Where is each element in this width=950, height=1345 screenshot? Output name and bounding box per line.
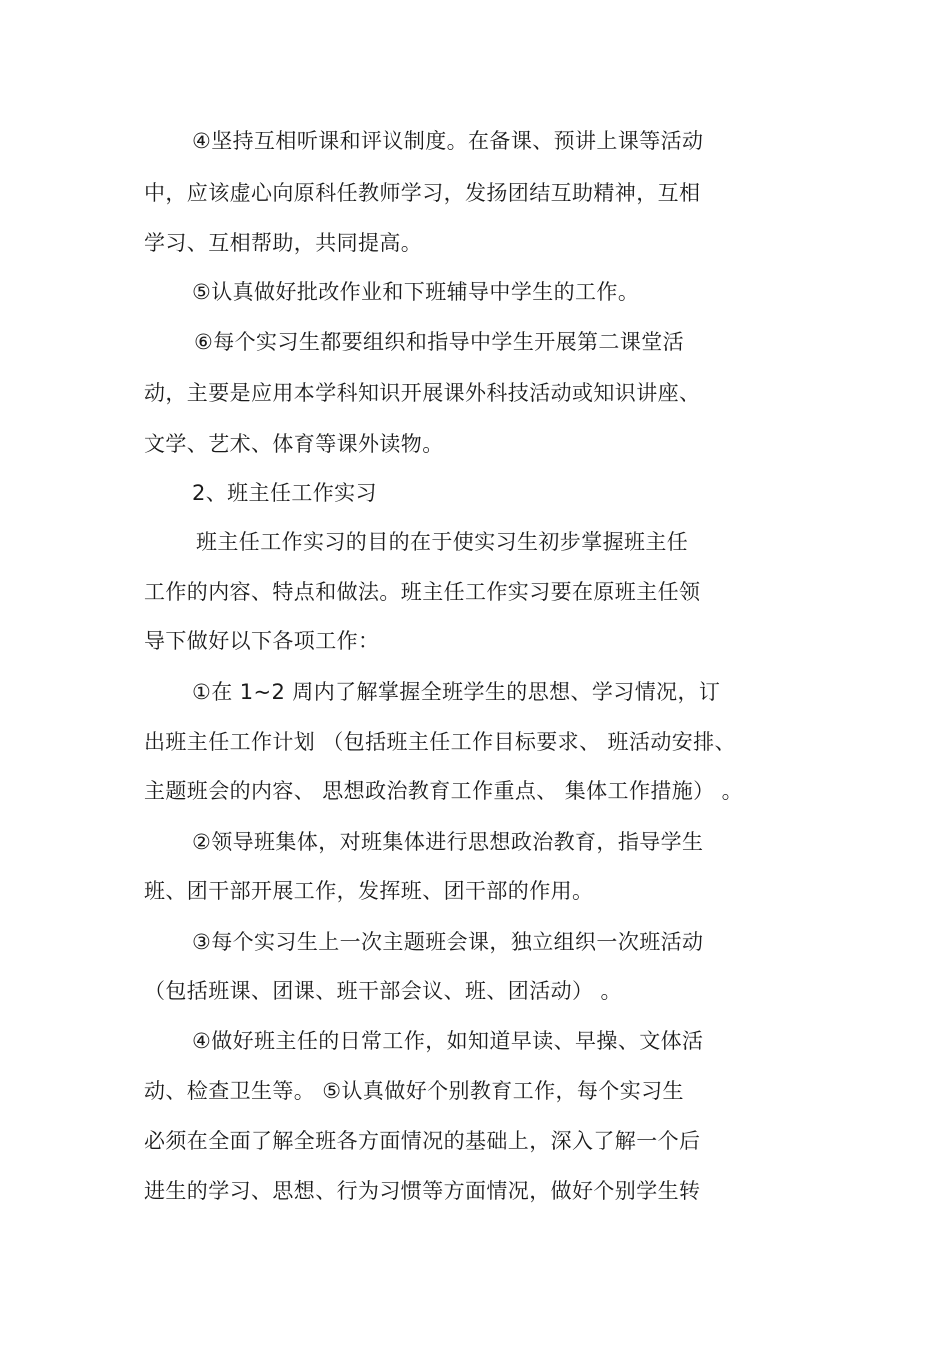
text-line: ⑤认真做好批改作业和下班辅导中学生的工作。 (192, 280, 640, 304)
text-line: 工作的内容、特点和做法。班主任工作实习要在原班主任领 (144, 580, 701, 604)
text-line: 必须在全面了解全班各方面情况的基础上，深入了解一个后 (144, 1129, 701, 1153)
text-line: ①在 1~2 周内了解掌握全班学生的思想、学习情况，订 (192, 680, 721, 704)
section-heading: 2、班主任工作实习 (192, 481, 377, 505)
text-line: （包括班课、团课、班干部会议、班、团活动） 。 (144, 979, 622, 1003)
text-line: 出班主任工作计划 （包括班主任工作目标要求、 班活动安排、 (144, 730, 736, 754)
text-line: 学习、互相帮助，共同提高。 (144, 231, 423, 255)
text-line: 动、检查卫生等。 ⑤认真做好个别教育工作，每个实习生 (144, 1079, 684, 1103)
text-line: 中，应该虚心向原科任教师学习，发扬团结互助精神，互相 (144, 181, 701, 205)
text-line: 班主任工作实习的目的在于使实习生初步掌握班主任 (196, 530, 689, 554)
text-line: ④做好班主任的日常工作，如知道早读、早操、文体活 (192, 1029, 704, 1053)
text-line: 导下做好以下各项工作： (144, 629, 380, 653)
text-line: ②领导班集体，对班集体进行思想政治教育，指导学生 (192, 830, 704, 854)
text-line: ④坚持互相听课和评议制度。在备课、预讲上课等活动 (192, 129, 704, 153)
text-line: ③每个实习生上一次主题班会课，独立组织一次班活动 (192, 930, 704, 954)
text-line: 动，主要是应用本学科知识开展课外科技活动或知识讲座、 (144, 381, 701, 405)
text-line: 主题班会的内容、 思想政治教育工作重点、 集体工作措施） 。 (144, 779, 744, 803)
text-line: 班、团干部开展工作，发挥班、团干部的作用。 (144, 879, 594, 903)
text-line: 文学、艺术、体育等课外读物。 (144, 432, 444, 456)
text-line: ⑥每个实习生都要组织和指导中学生开展第二课堂活 (194, 330, 685, 354)
text-line: 进生的学习、思想、行为习惯等方面情况，做好个别学生转 (144, 1179, 701, 1203)
